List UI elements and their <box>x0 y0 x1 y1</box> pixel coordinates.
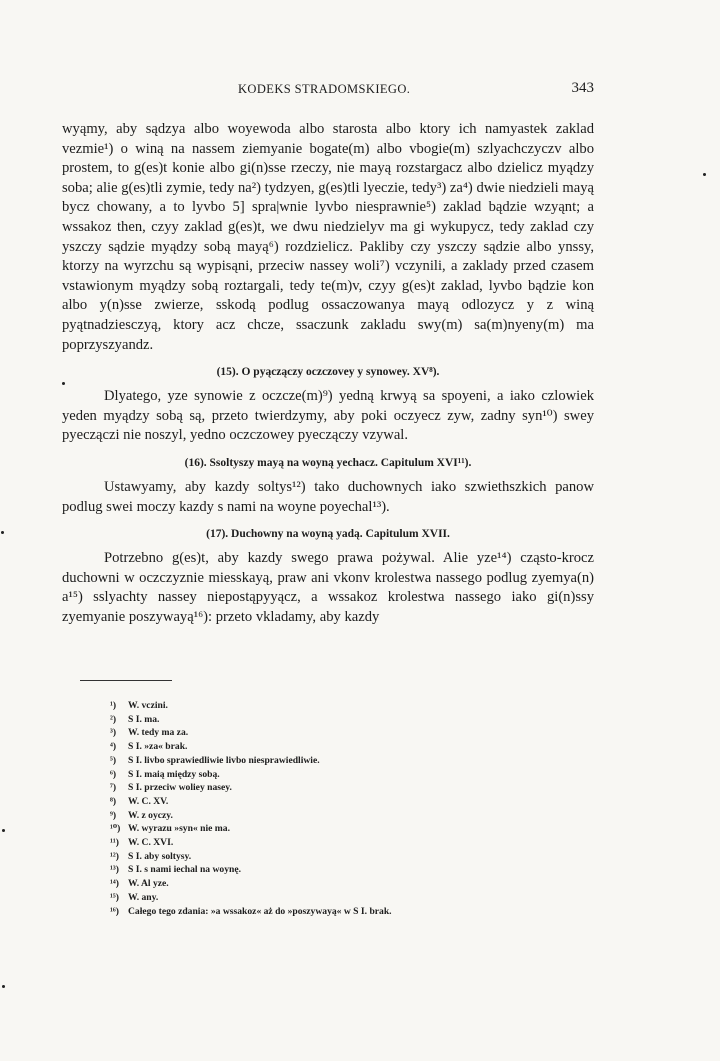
scan-speck <box>62 382 65 385</box>
footnote <box>110 754 530 768</box>
footnote-text: W. wyrazu »syn« nie ma. <box>128 823 230 835</box>
footnote <box>110 740 530 754</box>
footnote <box>110 891 530 905</box>
footnote-number: ¹³) <box>110 864 119 876</box>
footnote-text: W. vczini. <box>128 700 168 711</box>
paragraph-16: Ustawyamy, aby kazdy soltys¹²) tako duchownych iako szwiethszkich panow podlug swei moczy kazdy s nami na woyne poyechal¹³). <box>62 478 594 515</box>
footnote-text: W. Al yze. <box>128 878 169 890</box>
scan-speck <box>2 829 5 832</box>
section-heading-15: (15). O pyączączy oczczovey y synowey. XV⁸). <box>216 366 440 379</box>
footnote-number: ¹²) <box>110 850 119 862</box>
scan-speck <box>2 985 5 988</box>
footnote-number: ¹¹) <box>110 837 119 849</box>
section-heading-17: (17). Duchowny na woyną yadą. Capitulum XVII. <box>206 528 450 541</box>
footnote <box>110 795 530 809</box>
footnote-text: W. tedy ma za. <box>128 727 189 739</box>
footnote-number: ⁶) <box>110 768 117 780</box>
paragraph-continuation: wyąmy, aby sądzya albo woyewoda albo starosta albo ktory ich namyastek zaklad vezmie¹) o winą na nassem ziemyanie bogate(m) albo vbogie(m) szlyachczyczv albo prostem, to g(es)t konie albo gi(n)sse rzeczy, nie mayą rozstargacz albo dzielicz myądzy soba; alie g(es)tli zymie, tedy na²) tydzyen, g(es)tli lyeczie, tedy³) za⁴) dwie niedzieli mayą bycz chowany, a to lyvbo 5] spra|wnie lyvbo niesprawnie⁵) zaklad bądzie wzyąnt; a wssakoz then, czyy zaklad g(es)t, we dwu niedzielyv ma gi wykupycz, tedy zaklad czy yszczy sądzie myądzy sobą mayą⁶) rozdzielicz. Pakliby czy yszczy sądzie albo ynssy, ktorzy na wyrzchu są wypisąni, przeciw nassey woli⁷) vczynili, a zaklady przed czasem vstawionym myądzy sobą roztargali, tedy te(m)v, czyy g(es)t zaklad, lyvbo bądzie kon albo y(n)sse zwierze, sskodą podlug ossaczowanya mayą odlozycz y z winą pyątnadziesczyą, ktory acz chcze, ssaczunk zakladu swy(m) sa(m)nyeny(m) ma poprzyszyandz. <box>62 121 594 353</box>
main-text <box>62 120 594 627</box>
footnote <box>110 877 530 891</box>
footnote-text: S I. livbo sprawiedliwie livbo niesprawiedliwie. <box>128 754 320 766</box>
paragraph-17: Potrzebno g(es)t, aby kazdy swego prawa pożywal. Alie yze¹⁴) cząsto-krocz duchowni w oczczyznie miesskayą, praw ani vkonv krolestwa nassego podlug zyemya(n) a¹⁵) sslyachty nassey niepostąpyyącz, a wssakoz krolestwa nassego iako gi(n)ssy zyemyanie poszywayą¹⁶): przeto vkladamy, aby kazdy <box>62 550 594 625</box>
footnote-text: S I. przeciw woliey nasey. <box>128 782 232 794</box>
footnote-text: S I. aby soltysy. <box>128 850 192 862</box>
footnote-number: ¹⁵) <box>110 891 119 903</box>
running-head: KODEKS STRADOMSKIEGO. <box>238 82 411 96</box>
scan-speck <box>703 173 706 176</box>
footnote-number: ⁴) <box>110 741 117 753</box>
footnote-text: W. any. <box>128 891 159 903</box>
footnote-number: ¹⁴) <box>110 878 119 890</box>
footnote-number: ⁵) <box>110 754 117 766</box>
scan-speck <box>1 531 4 534</box>
footnote-number: ⁷) <box>110 782 117 794</box>
footnote <box>110 809 530 823</box>
footnote <box>110 781 530 795</box>
footnote <box>110 726 530 740</box>
footnote <box>110 699 530 713</box>
footnote-text: S I. s nami iechal na woynę. <box>128 864 242 876</box>
footnote <box>110 713 530 727</box>
section-heading-16: (16). Ssoltyszy mayą na woyną yechacz. Capitulum XVI¹¹). <box>184 456 472 469</box>
footnote-number: ⁹) <box>110 809 117 821</box>
footnote-text: W. C. XV. <box>128 795 169 807</box>
page-header <box>62 80 594 104</box>
footnote-number: ³) <box>110 727 117 739</box>
footnote-text: S I. maią między sobą. <box>128 768 220 780</box>
footnote <box>110 850 530 864</box>
footnote <box>110 905 530 919</box>
page-number: 343 <box>571 80 594 96</box>
footnote-number: ⁸) <box>110 795 117 807</box>
footnote-text: Całego tego zdania: »a wssakoz« aż do »poszywayą« w S I. brak. <box>128 905 392 917</box>
footnote <box>110 768 530 782</box>
footnote <box>110 822 530 836</box>
footnote-number: ²) <box>110 713 117 725</box>
footnote <box>110 863 530 877</box>
paragraph-15: Dlyatego, yze synowie z oczcze(m)⁹) yedną krwyą sa spoyeni, a iako czlowiek yeden myądzy sobą są, przeto twierdzymy, aby poki oczyecz zyw, zadny syn¹⁰) swey pyeczączi nie noszyl, yedno oczczowey pyeczączy vzywal. <box>62 388 594 444</box>
footnote-text: S I. »za« brak. <box>128 741 188 753</box>
footnote-divider <box>80 680 172 681</box>
footnote-number: ¹⁶) <box>110 905 119 917</box>
footnote-number: ¹⁰) <box>110 823 121 835</box>
footnote-text: W. z oyczy. <box>128 809 173 821</box>
footnote-number: ¹) <box>110 700 117 711</box>
footnote <box>110 836 530 850</box>
footnotes <box>110 699 530 918</box>
footnote-text: S I. ma. <box>128 713 160 725</box>
footnote-text: W. C. XVI. <box>128 837 174 849</box>
